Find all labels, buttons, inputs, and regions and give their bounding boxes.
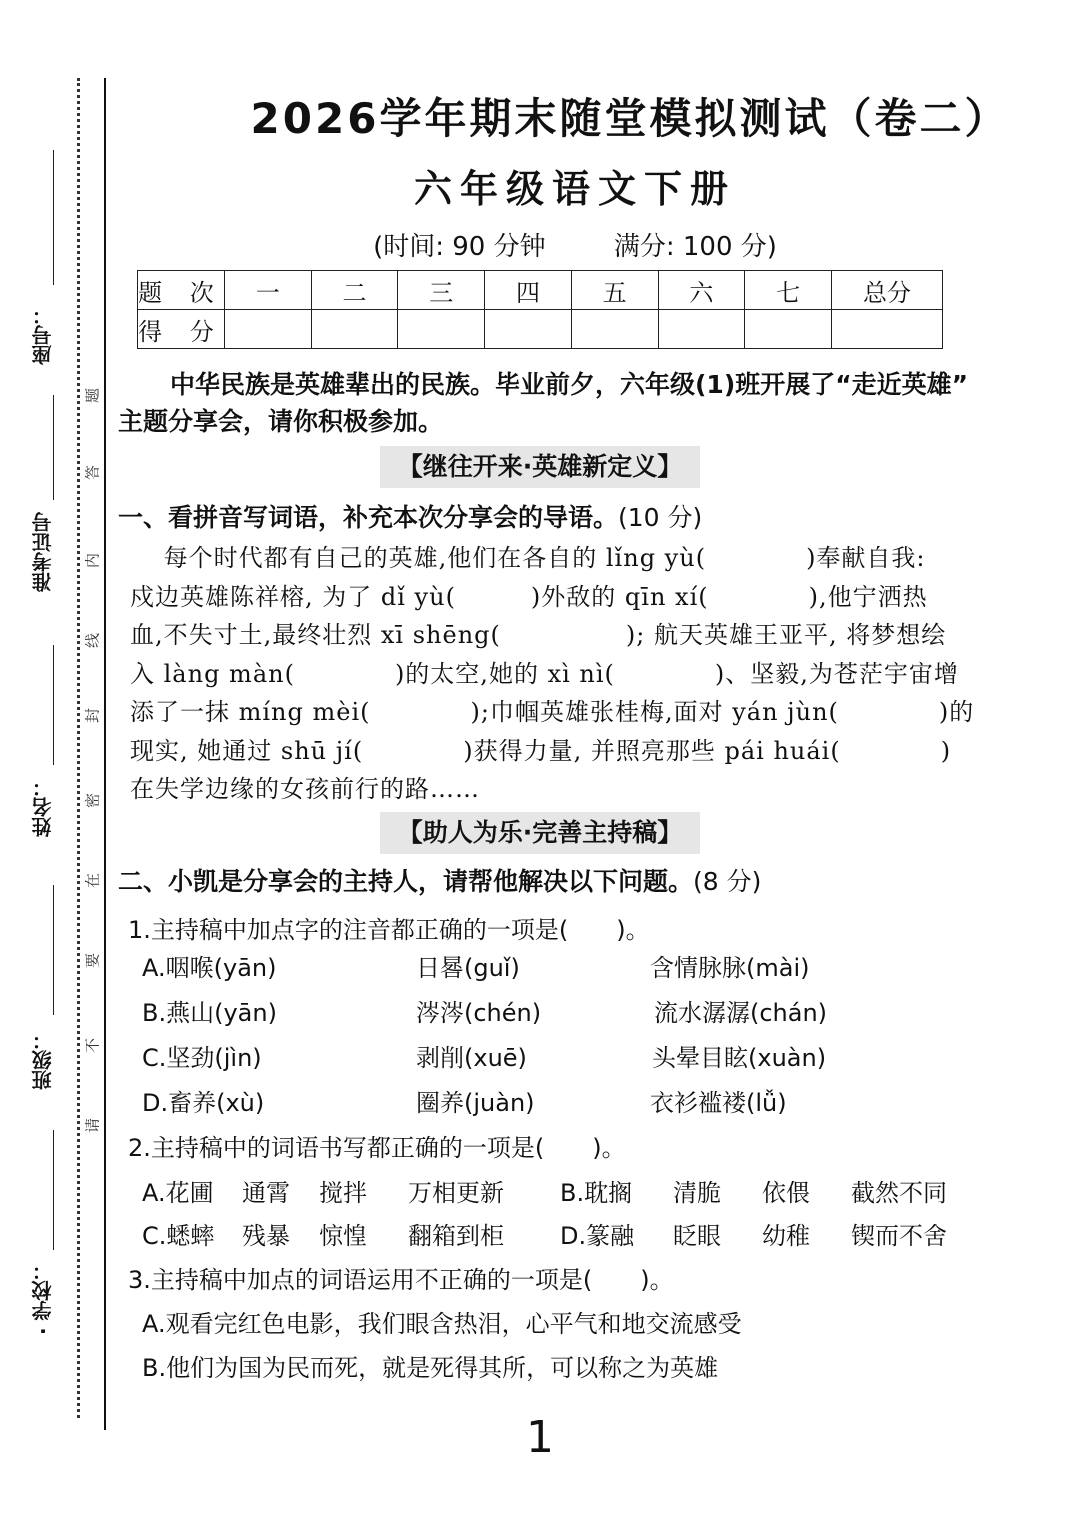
exam-title: 2026学年期末随堂模拟测试（卷二） — [250, 94, 1010, 143]
score-table-score-row — [138, 310, 943, 349]
table-header-cell: 总分 — [832, 271, 943, 310]
pinyin-passage — [130, 539, 1010, 809]
section-heading — [118, 862, 1018, 898]
passage-line: 血,不失寸土,最终壮烈 xī shēng( ); 航天英雄王亚平, 将梦想绘 — [130, 621, 947, 649]
q2-option-word: 依偎 — [762, 1179, 810, 1207]
q1-option-c[interactable]: C.坚劲(jìn) — [142, 1044, 262, 1072]
section-heading — [118, 498, 1018, 534]
table-header-cell: 二 — [311, 271, 398, 310]
q1-option-a-word: 日晷(guǐ) — [416, 954, 520, 982]
score-cell[interactable] — [745, 310, 832, 349]
seal-char: 题 — [83, 388, 102, 404]
q2-option-b[interactable]: B.耽搁 — [560, 1179, 633, 1207]
q1-option-d-word: 衣衫褴褛(lǚ) — [650, 1089, 787, 1117]
seal-char: 封 — [83, 708, 102, 724]
q1-option-c-word: 头晕目眩(xuàn) — [652, 1044, 827, 1072]
q1-option-b-word: 流水潺潺(chán) — [654, 999, 828, 1027]
score-cell[interactable] — [571, 310, 658, 349]
question-3: 3.主持稿中加点的词语运用不正确的一项是( )。 — [128, 1266, 674, 1294]
dotted-binding-line — [77, 78, 80, 1418]
seal-char: 答 — [83, 465, 102, 481]
section-heading-text: 二、小凯是分享会的主持人，请帮他解决以下问题。 — [118, 867, 694, 896]
score-cell[interactable] — [311, 310, 398, 349]
table-row-label: 得 分 — [138, 310, 225, 349]
seal-char: 线 — [83, 633, 102, 649]
score-table — [137, 270, 943, 349]
q2-option-word: 锲而不舍 — [851, 1222, 947, 1250]
q1-option-a[interactable]: A.咽喉(yān) — [142, 954, 277, 982]
class-label: 班级： — [31, 1030, 55, 1090]
q1-option-b-word: 涔涔(chén) — [416, 999, 542, 1027]
score-table-header-row — [138, 271, 943, 310]
section-banner: 【继往开来·英雄新定义】 — [380, 446, 700, 488]
q2-option-word: 通霄 — [242, 1179, 290, 1207]
passage-line: 现实, 她通过 shū jí( )获得力量, 并照亮那些 pái huái( ) — [130, 736, 952, 765]
table-header-cell: 七 — [745, 271, 832, 310]
q2-option-word: 幼稚 — [762, 1222, 810, 1250]
exam-full-score: 满分: 100 分) — [613, 232, 777, 262]
score-cell[interactable] — [658, 310, 745, 349]
school-label: · 学校： — [31, 1260, 55, 1335]
q2-option-word: 残暴 — [242, 1222, 290, 1250]
q2-option-word: 翻箱到柜 — [408, 1222, 504, 1250]
score-cell[interactable] — [225, 310, 312, 349]
name-label: 姓名： — [31, 777, 55, 838]
passage-line: 添了一抹 míng mèi( );巾帼英雄张桂梅,面对 yán jùn( )的 — [130, 698, 975, 726]
q2-option-word: 清脆 — [673, 1179, 721, 1207]
score-cell[interactable] — [398, 310, 485, 349]
q1-option-b[interactable]: B.燕山(yān) — [142, 999, 277, 1027]
passage-line: 每个时代都有自己的英雄,他们在各自的 lǐng yù( )奉献自我: — [130, 544, 926, 572]
table-header-cell: 题 次 — [138, 271, 225, 310]
passage-line: 入 làng màn( )的太空,她的 xì nì( )、坚毅,为苍茫宇宙增 — [130, 659, 959, 688]
question-2: 2.主持稿中的词语书写都正确的一项是( )。 — [128, 1134, 626, 1162]
q3-option-b[interactable]: B.他们为国为民而死，就是死得其所，可以称之为英雄 — [142, 1354, 719, 1382]
exam-subtitle: 六年级语文下册 — [413, 167, 736, 211]
exam-duration: (时间: 90 分钟 — [373, 232, 546, 262]
intro-paragraph — [118, 366, 1018, 440]
section-points: (10 分) — [618, 503, 703, 532]
seal-char: 要 — [83, 953, 102, 969]
seal-char: 在 — [83, 873, 102, 889]
seal-char: 内 — [83, 553, 102, 569]
exam-time-info — [140, 226, 1010, 263]
q3-option-a[interactable]: A.观看完红色电影，我们眼含热泪，心平气和地交流感受 — [142, 1310, 742, 1338]
q2-option-word: 眨眼 — [673, 1222, 721, 1250]
q1-option-a-word: 含情脉脉(mài) — [650, 954, 810, 982]
q2-option-word: 惊惶 — [319, 1222, 367, 1250]
page-number: 1 — [526, 1412, 554, 1463]
section-points: (8 分) — [693, 867, 762, 896]
score-cell[interactable] — [485, 310, 572, 349]
table-header-cell: 四 — [485, 271, 572, 310]
q1-option-d[interactable]: D.畜养(xù) — [142, 1089, 265, 1117]
exam-number-label: 准考证号 — [31, 512, 55, 593]
passage-line: 戍边英雄陈祥榕, 为了 dǐ yù( )外敌的 qīn xí( ),他宁洒热 — [130, 582, 928, 611]
seat-number-label: 座号： — [31, 305, 55, 365]
q2-option-word: 搅拌 — [319, 1179, 367, 1207]
exam-number-blank[interactable] — [53, 395, 54, 500]
section-heading-text: 一、看拼音写词语，补充本次分享会的导语。 — [118, 503, 619, 532]
seal-char: 请 — [83, 1118, 102, 1134]
name-blank[interactable] — [53, 645, 54, 765]
table-header-cell: 三 — [398, 271, 485, 310]
q1-option-d-word: 圈养(juàn) — [416, 1089, 535, 1117]
section-banner: 【助人为乐·完善主持稿】 — [380, 812, 700, 854]
table-header-cell: 五 — [571, 271, 658, 310]
intro-line: 主题分享会，请你积极参加。 — [118, 407, 444, 436]
q2-option-a[interactable]: A.花圃 — [142, 1179, 214, 1207]
passage-line: 在失学边缘的女孩前行的路…… — [130, 775, 480, 803]
q2-option-d[interactable]: D.篆融 — [560, 1222, 635, 1250]
q1-option-c-word: 剥削(xuē) — [416, 1044, 527, 1072]
seal-char: 不 — [83, 1038, 102, 1054]
intro-line: 中华民族是英雄辈出的民族。毕业前夕，六年级(1)班开展了“走近英雄” — [170, 370, 969, 399]
score-cell[interactable] — [832, 310, 943, 349]
table-header-cell: 一 — [225, 271, 312, 310]
class-blank[interactable] — [53, 885, 54, 1015]
school-blank[interactable] — [53, 1130, 54, 1250]
table-header-cell: 六 — [658, 271, 745, 310]
solid-binding-line — [104, 78, 106, 1430]
q2-option-c[interactable]: C.蟋蟀 — [142, 1222, 215, 1250]
q2-option-word: 万相更新 — [408, 1179, 504, 1207]
seal-char: 密 — [83, 793, 102, 809]
seat-number-blank[interactable] — [53, 150, 54, 285]
question-1: 1.主持稿中加点字的注音都正确的一项是( )。 — [128, 916, 650, 944]
q2-option-word: 截然不同 — [851, 1179, 947, 1207]
